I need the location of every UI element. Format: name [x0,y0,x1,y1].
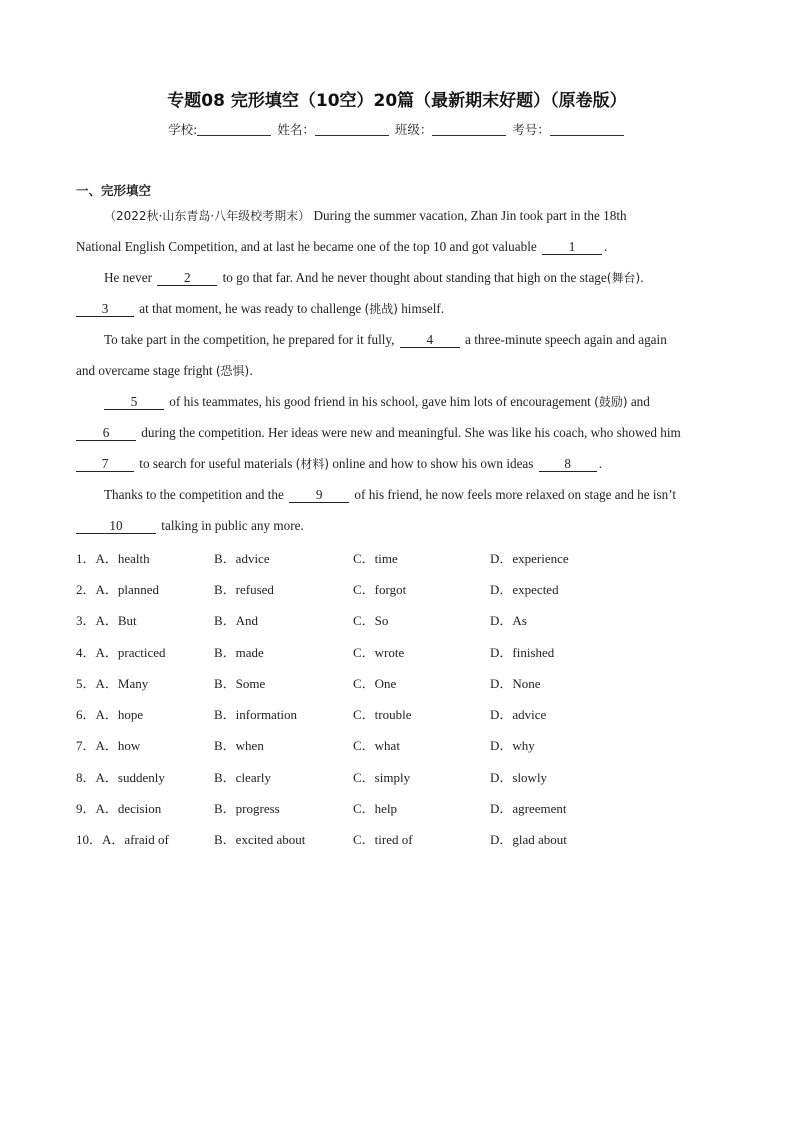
option-c[interactable]: C．what [353,738,400,753]
passage-line [76,362,253,380]
class-blank[interactable] [432,123,506,136]
passage-text: to search for useful materials [139,456,293,471]
option-c[interactable]: C．forgot [353,582,407,597]
blank-6: 6 [76,425,136,441]
blank-9: 9 [289,487,349,503]
question-row [76,800,716,818]
passage-gloss: (舞台). [606,271,644,285]
question-row [76,706,716,724]
option-a[interactable]: 7．A．how [76,738,141,753]
passage-text: of his teammates, his good friend in his school, gave him lots of encouragement [169,394,591,409]
name-blank[interactable] [315,123,389,136]
option-b[interactable]: B．excited about [214,832,306,847]
option-d[interactable]: D．experience [490,551,569,566]
exam-number-blank[interactable] [550,123,624,136]
passage-line [76,300,444,318]
passage-text: during the competition. Her ideas were new and meaningful. She was like his coach, who showed him [141,425,681,440]
passage-text: to go that far. And he never thought about standing that high on the stage [222,270,607,285]
option-a[interactable]: 3．A．But [76,613,137,628]
option-b[interactable]: B．information [214,707,298,722]
passage-text: To take part in the competition, he prepared for it fully, [104,332,395,347]
option-a[interactable]: 6．A．hope [76,707,144,722]
option-b[interactable]: B．progress [214,801,280,816]
passage-text: online and how to show his own ideas [332,456,534,471]
passage-line [76,424,681,442]
passage-line [104,393,650,411]
name-label: 姓名： [277,122,315,137]
passage-text: He never [104,270,152,285]
option-b[interactable]: B．advice [214,551,270,566]
passage-gloss: (材料) [295,457,330,471]
blank-3: 3 [76,301,134,317]
option-c[interactable]: C．One [353,676,397,691]
school-blank[interactable] [197,123,271,136]
option-d[interactable]: D．agreement [490,801,567,816]
blank-1: 1 [542,239,602,255]
blank-2: 2 [157,270,217,286]
passage-text: himself. [401,301,445,316]
passage-line: 7 to search for useful materials (材料) online and how to show his own ideas 8 . [76,455,602,473]
option-a[interactable]: 5．A．Many [76,676,149,691]
blank-8: 8 [539,456,597,472]
option-a[interactable]: 1．A．health [76,551,150,566]
passage-line [104,486,676,504]
question-row [76,831,716,849]
option-b[interactable]: B．made [214,645,264,660]
option-d[interactable]: D．glad about [490,832,567,847]
passage-text: National English Competition, and at last he became one of the top 10 and got valuable [76,239,537,254]
question-row [76,581,716,599]
passage-gloss: (鼓励) [594,395,628,409]
passage-text: and overcame stage fright [76,363,213,378]
question-row [76,644,716,662]
option-d[interactable]: D．As [490,613,527,628]
option-a[interactable]: 4．A．practiced [76,645,166,660]
option-d[interactable]: D．why [490,738,535,753]
option-c[interactable]: C．tired of [353,832,413,847]
option-b[interactable]: B．clearly [214,770,272,785]
option-c[interactable]: C．simply [353,770,411,785]
question-row [76,737,716,755]
question-row [76,769,716,787]
passage-source: （2022秋·山东青岛·八年级校考期末） [104,209,311,223]
passage-text: and [630,394,650,409]
school-label: 学校: [168,122,198,137]
exam-number-label: 考号： [512,122,550,137]
section-heading: 一、完形填空 [76,183,152,198]
option-a[interactable]: 10．A．afraid of [76,832,169,847]
option-d[interactable]: D．advice [490,707,547,722]
option-c[interactable]: C．trouble [353,707,412,722]
class-label: 班级： [394,122,433,137]
passage-line [104,331,667,349]
passage-gloss: (挑战) [364,302,398,316]
passage-text: Thanks to the competition and the [104,487,284,502]
option-a[interactable]: 9．A．decision [76,801,162,816]
option-a[interactable]: 8．A．suddenly [76,770,165,785]
blank-5: 5 [104,394,164,410]
question-row [76,612,716,630]
question-row [76,675,716,693]
blank-4: 4 [400,332,460,348]
page-title: 专题08 完形填空（10空）20篇（最新期末好题）（原卷版） [167,91,627,111]
option-a[interactable]: 2．A．planned [76,582,160,597]
blank-7: 7 [76,456,134,472]
passage-line [104,207,627,225]
passage-gloss: (恐惧). [215,364,254,378]
option-c[interactable]: C．help [353,801,398,816]
passage-line [76,517,304,535]
option-d[interactable]: D．expected [490,582,559,597]
passage-text: of his friend, he now feels more relaxed on stage and he isn’t [354,487,677,502]
option-d[interactable]: D．None [490,676,541,691]
option-b[interactable]: B．refused [214,582,274,597]
option-c[interactable]: C．So [353,613,389,628]
passage-text: at that moment, he was ready to challenge [139,301,362,316]
passage-text: During the summer vacation, Zhan Jin took part in the 18th [313,208,627,223]
option-c[interactable]: C．wrote [353,645,405,660]
option-d[interactable]: D．finished [490,645,555,660]
option-b[interactable]: B．And [214,613,259,628]
question-row [76,550,716,568]
passage-text: a three-minute speech again and again [465,332,667,347]
option-b[interactable]: B．when [214,738,264,753]
passage-line: National English Competition, and at last he became one of the top 10 and got valuable 1 . [76,239,608,254]
option-b[interactable]: B．Some [214,676,266,691]
blank-10: 10 [76,518,156,534]
option-d[interactable]: D．slowly [490,770,548,785]
option-c[interactable]: C．time [353,551,398,566]
student-info-line [0,120,794,138]
passage-line [104,269,644,287]
passage-text: talking in public any more. [161,518,304,533]
